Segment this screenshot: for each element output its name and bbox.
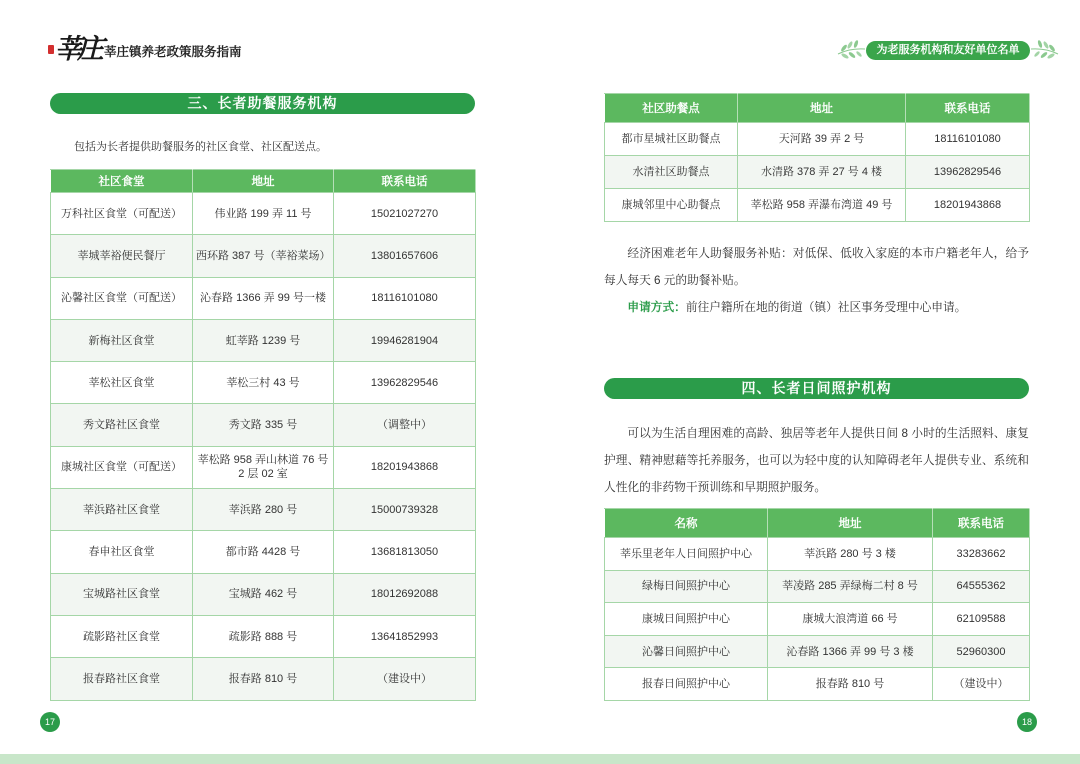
column-header-address: 地址 (738, 94, 906, 123)
cell-phone: 13962829546 (906, 156, 1030, 189)
table-row (605, 189, 1030, 222)
cell-phone: 52960300 (933, 635, 1030, 668)
day-care-intro: 可以为生活自理困难的高龄、独居等老年人提供日间 8 小时的生活照料、康复护理、精神慰藉等托养服务，也可以为轻中度的认知障碍老年人提供专业、系统和人性化的非药物干预训练和早期照护服务。 (604, 427, 1029, 494)
cell-address: 莘浜路 280 号 3 楼 (768, 538, 933, 571)
cell-phone: （建设中） (933, 668, 1030, 701)
table-header (51, 170, 476, 193)
table-row (51, 615, 476, 657)
column-header-phone: 联系电话 (334, 170, 476, 193)
header-row (605, 94, 1030, 123)
cell-address: 莘凌路 285 弄绿梅二村 8 号 (768, 570, 933, 603)
table-row (51, 404, 476, 446)
page-number: 18 (1017, 712, 1037, 732)
cell-address: 莘松路 958 弄瀑布湾道 49 号 (738, 189, 906, 222)
column-header-meal-point-name: 社区助餐点 (605, 94, 738, 123)
cell-canteen-name: 秀文路社区食堂 (51, 404, 193, 446)
column-header-center-name: 名称 (605, 509, 768, 538)
cell-phone: 18116101080 (906, 123, 1030, 156)
cell-phone: 13801657606 (334, 235, 476, 277)
cell-canteen-name: 报春路社区食堂 (51, 658, 193, 700)
meal-service-intro: 包括为长者提供助餐服务的社区食堂、社区配送点。 (74, 141, 327, 153)
cell-phone: 19946281904 (334, 319, 476, 361)
cell-canteen-name: 沁馨社区食堂（可配送） (51, 277, 193, 319)
cell-address: 沁春路 1366 弄 99 号一楼 (193, 277, 334, 319)
page-number: 17 (40, 712, 60, 732)
cell-phone: （调整中） (334, 404, 476, 446)
day-care-table (604, 508, 1030, 701)
leaf-decoration-icon (1030, 34, 1060, 62)
table-row (51, 658, 476, 700)
cell-phone: 18201943868 (906, 189, 1030, 222)
subsidy-text: 经济困难老年人助餐服务补贴：对低保、低收入家庭的本市户籍老年人，给予每人每天 6 元的助餐补贴。 (604, 247, 1029, 287)
cell-address: 报春路 810 号 (193, 658, 334, 700)
table-row (51, 193, 476, 235)
table-row (51, 573, 476, 615)
cell-phone: 33283662 (933, 538, 1030, 571)
cell-center-name: 报春日间照护中心 (605, 668, 768, 701)
cell-phone: （建设中） (334, 658, 476, 700)
cell-address: 西环路 387 号（莘裕菜场） (193, 235, 334, 277)
cell-canteen-name: 莘松社区食堂 (51, 362, 193, 404)
table-row (51, 319, 476, 361)
cell-phone: 13641852993 (334, 615, 476, 657)
table-header (605, 509, 1030, 538)
cell-phone: 64555362 (933, 570, 1030, 603)
cell-address: 天河路 39 弄 2 号 (738, 123, 906, 156)
cell-canteen-name: 康城社区食堂（可配送） (51, 446, 193, 488)
cell-address: 报春路 810 号 (768, 668, 933, 701)
footer-strip (0, 754, 1080, 764)
table-row (51, 489, 476, 531)
table-row (605, 123, 1030, 156)
cell-address: 莘浜路 280 号 (193, 489, 334, 531)
cell-address: 秀文路 335 号 (193, 404, 334, 446)
column-header-canteen-name: 社区食堂 (51, 170, 193, 193)
meal-point-table (604, 93, 1030, 222)
table-row (605, 156, 1030, 189)
table-row (51, 277, 476, 319)
cell-canteen-name: 万科社区食堂（可配送） (51, 193, 193, 235)
cell-meal-point-name: 都市星城社区助餐点 (605, 123, 738, 156)
table-row (51, 235, 476, 277)
logo: 莘庄 (55, 34, 99, 65)
cell-phone: 18201943868 (334, 446, 476, 488)
apply-text: 前往户籍所在地的街道（镇）社区事务受理中心申请。 (685, 301, 967, 314)
section-badge: 为老服务机构和友好单位名单 (866, 41, 1030, 60)
cell-center-name: 沁馨日间照护中心 (605, 635, 768, 668)
cell-address: 疏影路 888 号 (193, 615, 334, 657)
table-row (605, 635, 1030, 668)
cell-address: 莘松路 958 弄山林道 76 号 2 层 02 室 (193, 446, 334, 488)
column-header-address: 地址 (193, 170, 334, 193)
cell-center-name: 绿梅日间照护中心 (605, 570, 768, 603)
apply-line (604, 294, 1029, 321)
column-header-phone: 联系电话 (933, 509, 1030, 538)
cell-canteen-name: 宝城路社区食堂 (51, 573, 193, 615)
table-header (605, 94, 1030, 123)
cell-canteen-name: 莘城莘裕便民餐厅 (51, 235, 193, 277)
table-body (51, 193, 476, 701)
cell-address: 沁春路 1366 弄 99 号 3 楼 (768, 635, 933, 668)
table-row (605, 570, 1030, 603)
logo-seal (48, 45, 54, 54)
cell-phone: 15021027270 (334, 193, 476, 235)
cell-center-name: 莘乐里老年人日间照护中心 (605, 538, 768, 571)
cell-phone: 13962829546 (334, 362, 476, 404)
cell-canteen-name: 疏影路社区食堂 (51, 615, 193, 657)
cell-phone: 15000739328 (334, 489, 476, 531)
cell-address: 都市路 4428 号 (193, 531, 334, 573)
cell-address: 伟业路 199 弄 11 号 (193, 193, 334, 235)
leaf-decoration-icon (836, 34, 866, 62)
cell-meal-point-name: 水清社区助餐点 (605, 156, 738, 189)
day-care-section (604, 420, 1029, 501)
section-title-meal-service: 三、长者助餐服务机构 (50, 93, 475, 114)
cell-phone: 18012692088 (334, 573, 476, 615)
cell-address: 水清路 378 弄 27 号 4 楼 (738, 156, 906, 189)
cell-address: 虹莘路 1239 号 (193, 319, 334, 361)
cell-address: 莘松三村 43 号 (193, 362, 334, 404)
header-row (51, 170, 476, 193)
table-row (605, 538, 1030, 571)
cell-canteen-name: 新梅社区食堂 (51, 319, 193, 361)
table-row (605, 603, 1030, 636)
cell-canteen-name: 莘浜路社区食堂 (51, 489, 193, 531)
table-body (605, 123, 1030, 222)
section-title-day-care: 四、长者日间照护机构 (604, 378, 1029, 399)
header-row (605, 509, 1030, 538)
cell-meal-point-name: 康城邻里中心助餐点 (605, 189, 738, 222)
apply-label: 申请方式： (627, 301, 686, 314)
cell-canteen-name: 春申社区食堂 (51, 531, 193, 573)
canteen-table (50, 169, 476, 701)
guide-title: 莘庄镇养老政策服务指南 (104, 45, 242, 59)
table-row (51, 446, 476, 488)
subsidy-section (604, 240, 1029, 321)
cell-phone: 13681813050 (334, 531, 476, 573)
cell-address: 康城大浪湾道 66 号 (768, 603, 933, 636)
cell-phone: 18116101080 (334, 277, 476, 319)
cell-phone: 62109588 (933, 603, 1030, 636)
table-row (605, 668, 1030, 701)
table-row (51, 362, 476, 404)
table-body (605, 538, 1030, 701)
column-header-address: 地址 (768, 509, 933, 538)
cell-address: 宝城路 462 号 (193, 573, 334, 615)
column-header-phone: 联系电话 (906, 94, 1030, 123)
table-row (51, 531, 476, 573)
cell-center-name: 康城日间照护中心 (605, 603, 768, 636)
